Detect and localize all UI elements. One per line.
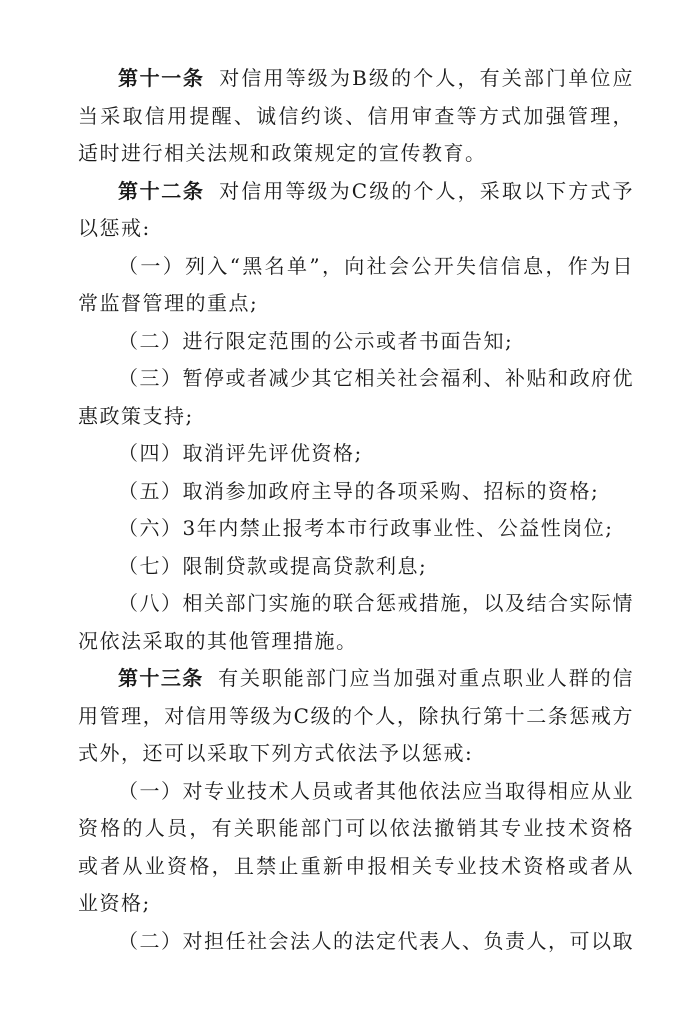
article-12-item-8: （八）相关部门实施的联合惩戒措施，以及结合实际情况依法采取的其他管理措施。 bbox=[78, 591, 634, 653]
document-page bbox=[78, 60, 634, 960]
article-12-item-5: （五）取消参加政府主导的各项采购、招标的资格; bbox=[118, 478, 600, 503]
article-11-heading: 第十一条 bbox=[118, 66, 205, 90]
article-13-item-2: （二）对担任社会法人的法定代表人、负责人，可以取 bbox=[118, 928, 634, 953]
article-13-item-1: （一）对专业技术人员或者其他依法应当取得相应从业资格的人员，有关职能部门可以依法撤销其专业技术资格或者从业资格，且禁止重新申报相关专业技术资格或者从业资格; bbox=[78, 778, 634, 915]
article-12-item-4: （四）取消评先评优资格; bbox=[118, 441, 363, 465]
article-13-heading: 第十三条 bbox=[118, 666, 204, 690]
article-12-item-6: （六）3年内禁止报考本市行政事业性、公益性岗位; bbox=[118, 516, 614, 540]
article-13-text: 有关职能部门应当加强对重点职业人群的信用管理，对信用等级为C级的个人，除执行第十二条惩戒方式外，还可以采取下列方式依法予以惩戒: bbox=[78, 666, 635, 765]
article-12-heading: 第十二条 bbox=[118, 178, 205, 203]
article-11 bbox=[78, 60, 634, 173]
article-12-item-1: （一）列入“黑名单”，向社会公开失信信息，作为日常监督管理的重点; bbox=[78, 253, 634, 315]
article-12-text: 对信用等级为C级的个人，采取以下方式予以惩戒: bbox=[78, 178, 634, 240]
article-12-item-2: （二）进行限定范围的公示或者书面告知; bbox=[118, 328, 514, 353]
article-12-item-3: （三）暂停或者减少其它相关社会福利、补贴和政府优惠政策支持; bbox=[78, 366, 634, 428]
article-11-text: 对信用等级为B级的个人，有关部门单位应当采取信用提醒、诚信约谈、信用审查等方式加强管理，适时进行相关法规和政策规定的宣传教育。 bbox=[78, 66, 634, 165]
article-13 bbox=[78, 660, 634, 773]
article-12 bbox=[78, 173, 634, 248]
article-12-item-7: （七）限制贷款或提高贷款利息; bbox=[118, 553, 428, 578]
